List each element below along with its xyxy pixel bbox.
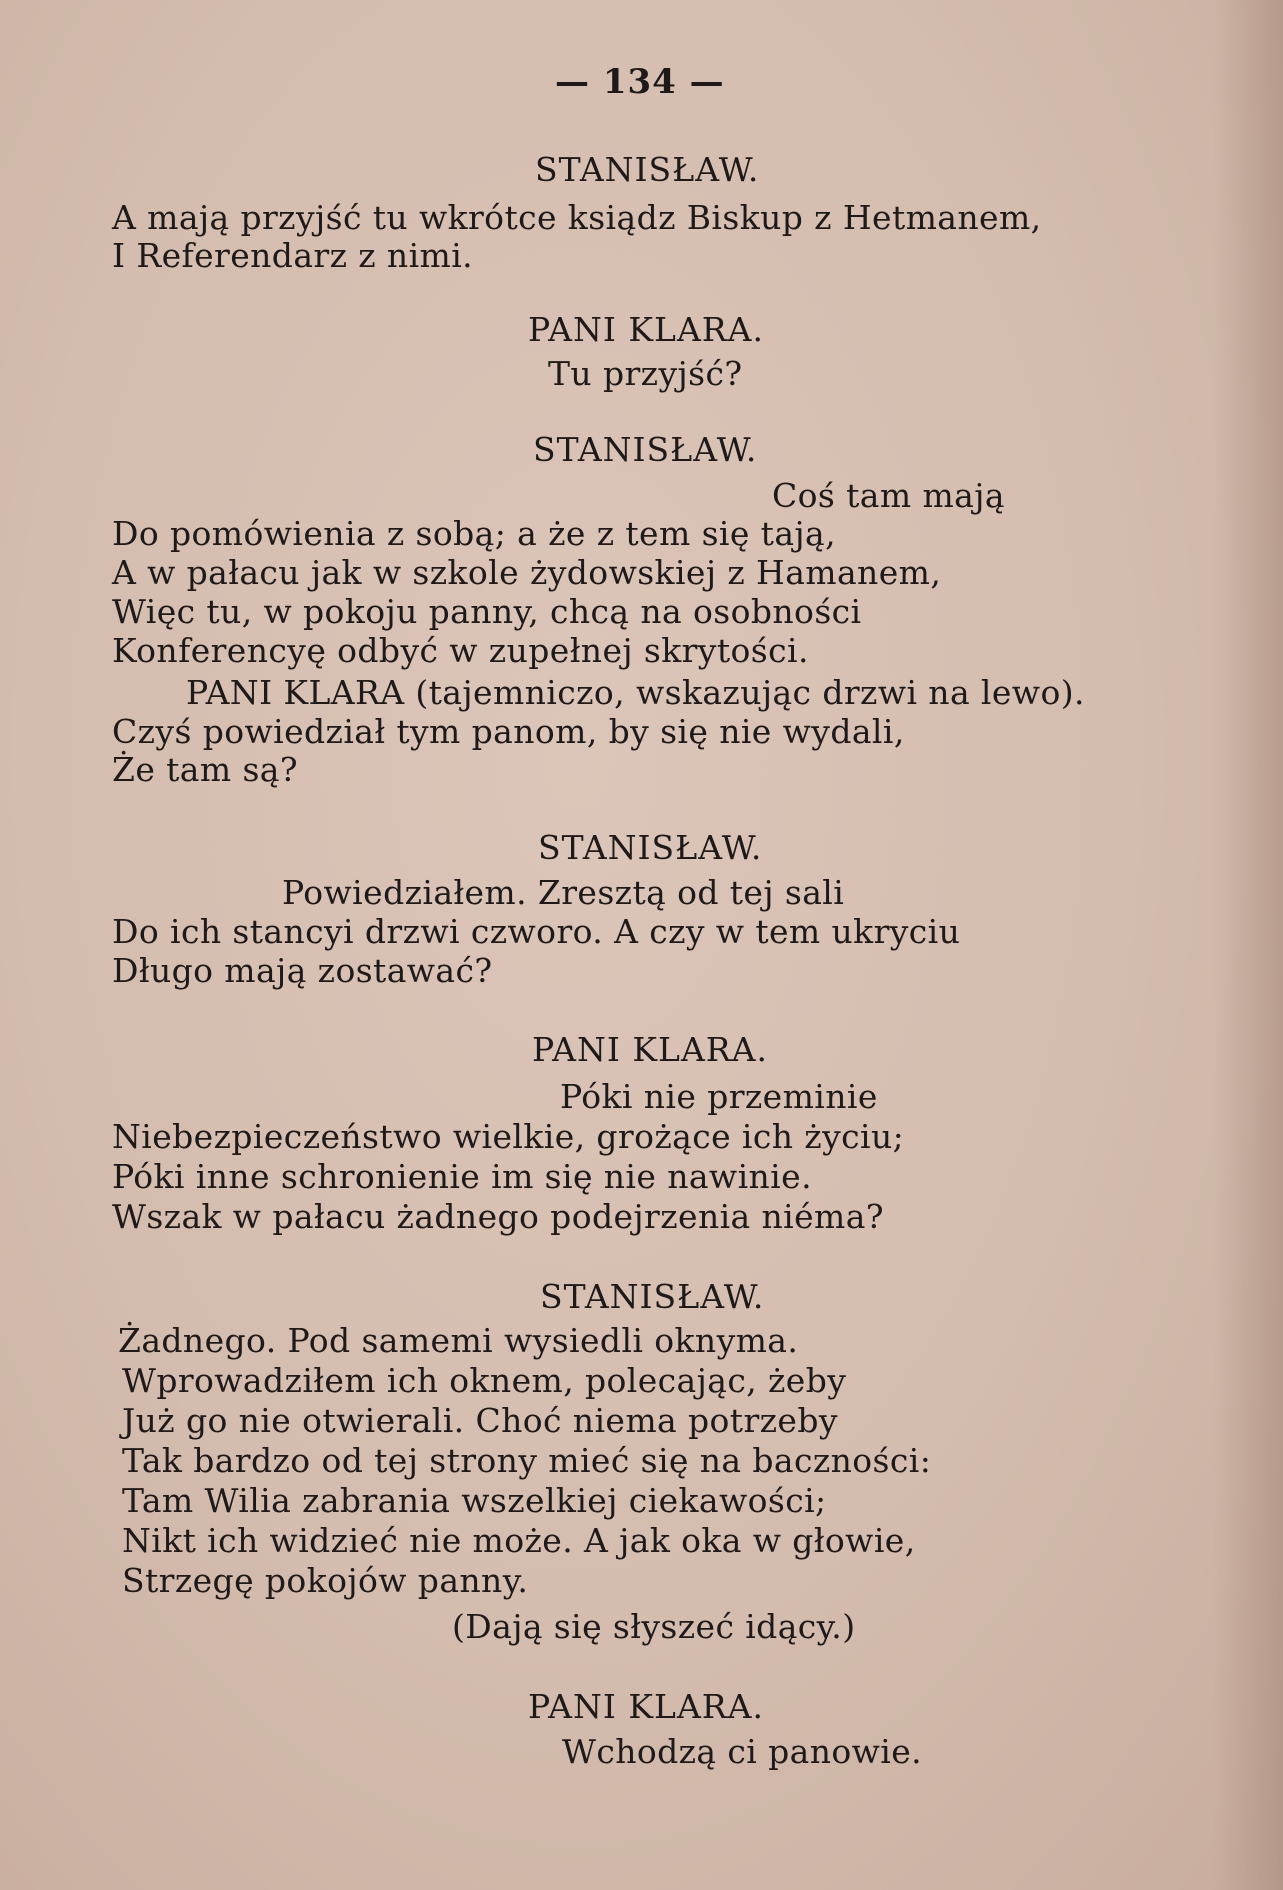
verse-line: Tu przyjść? [548, 354, 743, 393]
page-number: — 134 — [555, 62, 725, 102]
speaker-heading: PANI KLARA. [532, 1030, 768, 1069]
speaker-heading: STANISŁAW. [540, 1277, 765, 1316]
verse-line: Że tam są? [112, 750, 298, 789]
verse-line: Wszak w pałacu żadnego podejrzenia niéma? [112, 1197, 884, 1236]
verse-line: Czyś powiedział tym panom, by się nie wydali, [112, 712, 905, 751]
verse-line: Do ich stancyi drzwi czworo. A czy w tem ukryciu [112, 912, 961, 951]
verse-line: Tam Wilia zabrania wszelkiej ciekawości; [122, 1481, 827, 1520]
verse-line: Póki nie przeminie [560, 1077, 878, 1116]
verse-line: Tak bardzo od tej strony mieć się na baczności: [122, 1441, 932, 1480]
verse-line: A mają przyjść tu wkrótce ksiądz Biskup z Hetmanem, [112, 198, 1042, 237]
verse-line: Powiedziałem. Zresztą od tej sali [282, 873, 845, 912]
verse-line: Strzegę pokojów panny. [122, 1561, 529, 1600]
verse-line: Już go nie otwierali. Choć niema potrzeby [122, 1401, 838, 1440]
stage-direction: (Dają się słyszeć idący.) [452, 1607, 856, 1646]
speaker-heading: PANI KLARA. [528, 1687, 764, 1726]
verse-line: Do pomówienia z sobą; a że z tem się tają, [112, 514, 837, 553]
verse-line: A w pałacu jak w szkole żydowskiej z Hamanem, [112, 553, 942, 592]
verse-line: I Referendarz z nimi. [112, 236, 474, 275]
page-gutter-shadow [1213, 0, 1283, 1890]
speaker-heading: STANISŁAW. [535, 150, 760, 189]
verse-line: Wchodzą ci panowie. [562, 1732, 923, 1771]
verse-line: Nikt ich widzieć nie może. A jak oka w głowie, [122, 1521, 916, 1560]
stage-direction: PANI KLARA (tajemniczo, wskazując drzwi na lewo). [186, 673, 1085, 712]
verse-line: Długo mają zostawać? [112, 951, 493, 990]
verse-line: Wprowadziłem ich oknem, polecając, żeby [122, 1361, 847, 1400]
speaker-heading: STANISŁAW. [533, 430, 758, 469]
verse-line: Niebezpieczeństwo wielkie, grożące ich życiu; [112, 1117, 905, 1156]
verse-line: Coś tam mają [772, 476, 1005, 515]
verse-line: Żadnego. Pod samemi wysiedli oknyma. [118, 1321, 799, 1360]
verse-line: Więc tu, w pokoju panny, chcą na osobności [112, 592, 862, 631]
verse-line: Póki inne schronienie im się nie nawinie. [112, 1157, 812, 1196]
speaker-heading: STANISŁAW. [538, 828, 763, 867]
verse-line: Konferencyę odbyć w zupełnej skrytości. [112, 631, 809, 670]
speaker-heading: PANI KLARA. [528, 310, 764, 349]
